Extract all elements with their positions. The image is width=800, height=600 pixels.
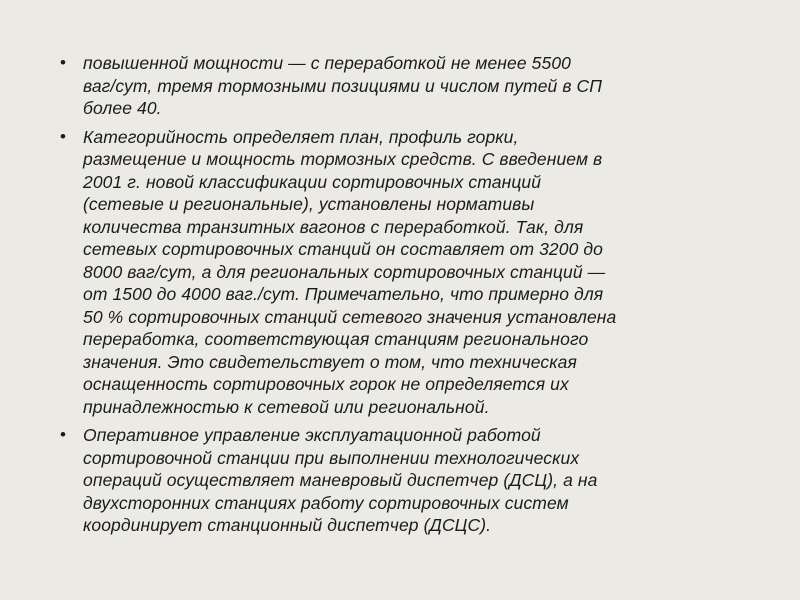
bullet-dot-icon: • bbox=[60, 126, 66, 146]
text-line: размещение и мощность тормозных средств. С введением в bbox=[83, 149, 603, 169]
text-line: 50 % сортировочных станций сетевого значения установлена bbox=[83, 306, 617, 327]
text-line: сетевых сортировочных станций он составляет от 3200 до bbox=[83, 239, 604, 259]
bullet-text-3 bbox=[83, 424, 756, 537]
text-line: координирует станционный диспетчер (ДСЦС). bbox=[83, 515, 492, 535]
text-line: 2001 г. новой классификации сортировочных станций bbox=[83, 171, 542, 192]
bullet-item-3 bbox=[40, 424, 756, 537]
bullet-dot-icon: • bbox=[60, 53, 66, 72]
text-line: сортировочной станции при выполнении технологических bbox=[83, 447, 580, 468]
text-line: ваг/сут, тремя тормозными позициями и числом путей в СП bbox=[83, 75, 603, 96]
text-line: более 40. bbox=[83, 98, 162, 118]
text-line: от 1500 до 4000 ваг./сут. Примечательно, что примерно для bbox=[83, 284, 604, 304]
text-line: значения. Это свидетельствует о том, что техническая bbox=[83, 351, 577, 372]
bullet-list bbox=[40, 52, 760, 537]
bullet-text-1 bbox=[83, 52, 756, 120]
bullet-dot-icon: • bbox=[60, 425, 66, 444]
text-line: переработка, соответствующая станциям регионального bbox=[83, 329, 589, 349]
text-line: Категорийность определяет план, профиль горки, bbox=[83, 126, 519, 147]
text-line: повышенной мощности — с переработкой не менее 5500 bbox=[83, 53, 571, 73]
text-line: (сетевые и региональные), установлены нормативы bbox=[83, 194, 535, 214]
text-line: 8000 ваг/сут, а для региональных сортировочных станций — bbox=[83, 261, 606, 282]
bullet-item-2 bbox=[40, 126, 756, 419]
bullet-item-1 bbox=[40, 52, 756, 120]
text-line: оснащенность сортировочных горок не определяется их bbox=[83, 374, 569, 394]
text-line: Оперативное управление эксплуатационной работой bbox=[83, 425, 541, 445]
text-line: операций осуществляет маневровый диспетчер (ДСЦ), а на bbox=[83, 470, 598, 490]
text-line: двухсторонних станциях работу сортировочных систем bbox=[83, 492, 569, 513]
text-line: принадлежностью к сетевой или региональной. bbox=[83, 396, 490, 417]
text-line: количества транзитных вагонов с переработкой. Так, для bbox=[83, 216, 584, 237]
bullet-text-2 bbox=[83, 126, 756, 419]
